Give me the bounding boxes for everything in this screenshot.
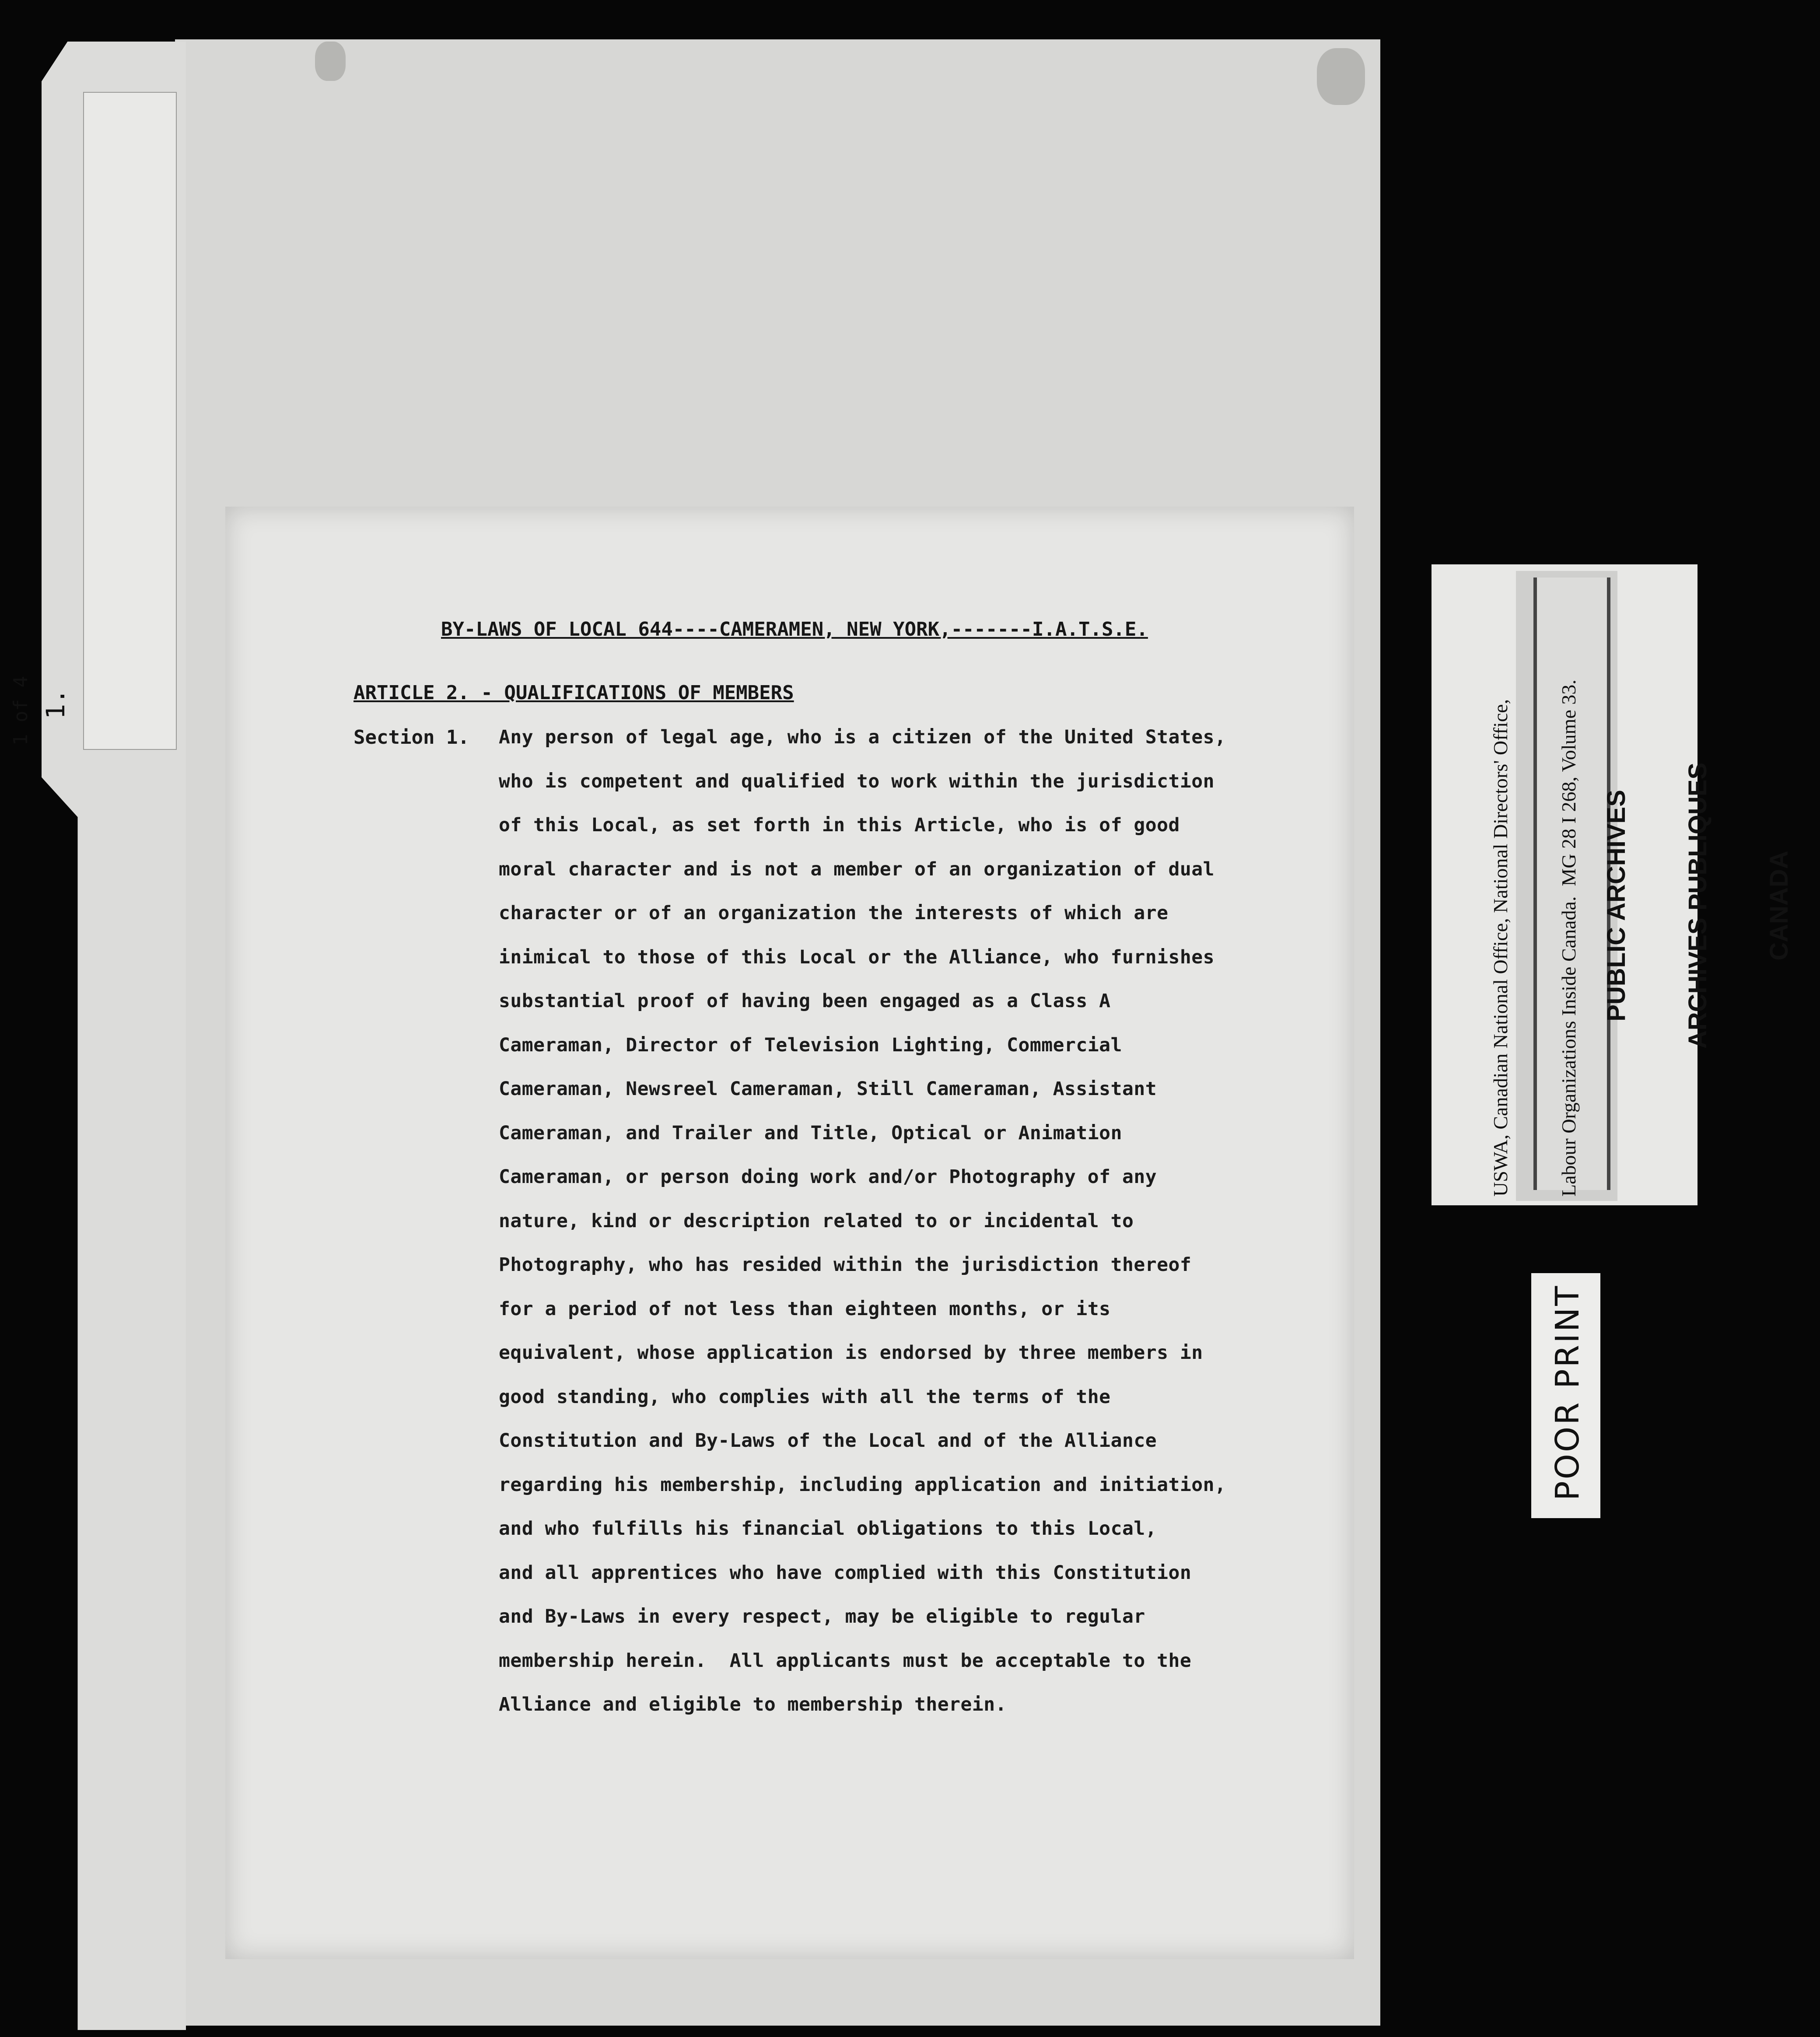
- archive-source-line2: Labour Organizations Inside Canada. MG 28 I 268, Volume 33.: [1558, 679, 1580, 1197]
- section-line: Cameraman, Director of Television Lighting, Commercial: [499, 1034, 1122, 1056]
- section-line: regarding his membership, including application and initiation,: [499, 1474, 1226, 1496]
- folder-tab-text: [0, 107, 104, 746]
- section-line: Cameraman, Newsreel Cameraman, Still Cameraman, Assistant: [499, 1078, 1157, 1100]
- section-line: who is competent and qualified to work within the jurisdiction: [499, 770, 1215, 792]
- archive-name-line1: PUBLIC ARCHIVES: [1602, 790, 1631, 1022]
- section-line: character or of an organization the interests of which are: [499, 902, 1169, 924]
- section-line: Cameraman, and Trailer and Title, Optical or Animation: [499, 1122, 1122, 1144]
- section-line: substantial proof of having been engaged as a Class A: [499, 990, 1111, 1012]
- folder-number: 1.: [40, 689, 70, 719]
- section-line: Cameraman, or person doing work and/or Photography of any: [499, 1166, 1157, 1188]
- section-line: good standing, who complies with all the terms of the: [499, 1386, 1111, 1408]
- folder-scuff: [1317, 48, 1365, 105]
- section-line: and By-Laws in every respect, may be eligible to regular: [499, 1606, 1145, 1628]
- folder-tab-line3: 1 of 4: [10, 676, 32, 746]
- section-line: for a period of not less than eighteen months, or its: [499, 1298, 1111, 1320]
- section-line: equivalent, whose application is endorsed by three members in: [499, 1342, 1203, 1364]
- archive-name: [1549, 709, 1820, 1102]
- section-line: and who fulfills his financial obligations to this Local,: [499, 1518, 1157, 1540]
- folder-tab-label: [10, 92, 177, 750]
- archive-name-line2: ARCHIVES PUBLIQUES: [1684, 762, 1712, 1049]
- article-heading: ARTICLE 2. - QUALIFICATIONS OF MEMBERS: [354, 682, 794, 704]
- section-line: Photography, who has resided within the jurisdiction thereof: [499, 1254, 1192, 1276]
- section-line: of this Local, as set forth in this Article, who is of good: [499, 814, 1180, 836]
- section-line: and all apprentices who have complied with this Constitution: [499, 1561, 1192, 1584]
- section-body: [499, 726, 1242, 1738]
- document-title: BY-LAWS OF LOCAL 644----CAMERAMEN, NEW YORK,-------I.A.T.S.E.: [441, 618, 1148, 640]
- section-line: membership herein. All applicants must be acceptable to the: [499, 1649, 1192, 1672]
- folder-scuff: [315, 42, 346, 81]
- section-line: Constitution and By-Laws of the Local and of the Alliance: [499, 1430, 1157, 1452]
- archive-source-line1: USWA, Canadian National Office, National Directors' Office,: [1489, 699, 1512, 1197]
- section-line: moral character and is not a member of an organization of dual: [499, 858, 1215, 880]
- section-line: nature, kind or description related to or incidental to: [499, 1210, 1134, 1232]
- section-label: Section 1.: [354, 726, 469, 749]
- poor-print-text: POOR PRINT: [1549, 1284, 1586, 1501]
- section-line: Any person of legal age, who is a citizen of the United States,: [499, 726, 1226, 748]
- section-line: inimical to those of this Local or the Alliance, who furnishes: [499, 946, 1215, 968]
- archive-name-line3: CANADA: [1765, 850, 1793, 961]
- section-line: Alliance and eligible to membership therein.: [499, 1694, 1007, 1715]
